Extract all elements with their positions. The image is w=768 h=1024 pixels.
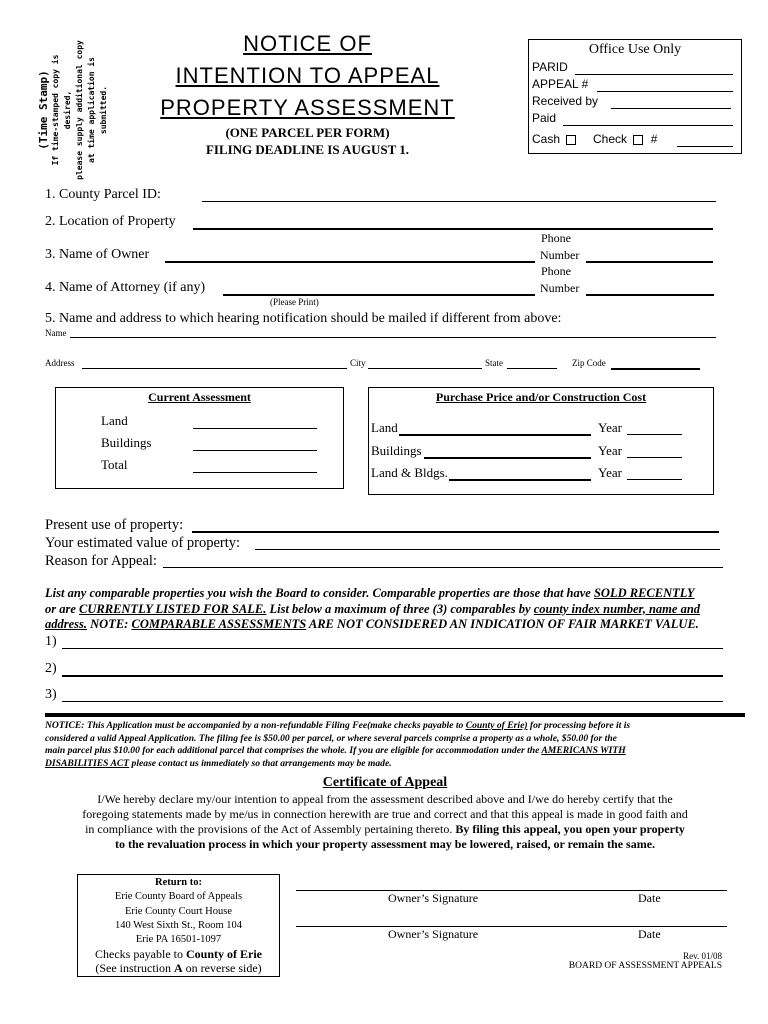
office-received-label: Received by — [532, 94, 599, 108]
estimated-value-field[interactable] — [255, 535, 720, 550]
revision-label: Rev. 01/08 — [683, 951, 722, 961]
return-line-5 — [78, 947, 279, 962]
owner-phone-field[interactable] — [586, 247, 713, 263]
owner-label: 3. Name of Owner — [45, 247, 150, 262]
state-label: State — [485, 358, 503, 368]
parcel-id-label: 1. County Parcel ID: — [45, 187, 161, 202]
title-line-2: INTENTION TO APPEAL — [175, 63, 440, 88]
return-line-6 — [78, 961, 279, 976]
comp-text-1: List any comparable properties you wish the Board to consider. Comparable properties are those that have — [45, 586, 594, 600]
purchase-buildings-field[interactable] — [424, 443, 591, 459]
purchase-buildings-year-label: Year — [598, 443, 622, 458]
present-use-label: Present use of property: — [45, 517, 184, 533]
check-checkbox[interactable] — [633, 135, 643, 145]
purchase-land-field[interactable] — [399, 420, 591, 436]
office-check-label: Check — [593, 132, 628, 146]
owner-signature-label-1: Owner’s Signature — [388, 891, 479, 905]
filing-fee-notice — [45, 720, 745, 770]
board-label: BOARD OF ASSESSMENT APPEALS — [568, 961, 722, 971]
purchase-landbldgs-year-field[interactable] — [627, 465, 682, 480]
date-label-1: Date — [638, 891, 661, 905]
current-assessment-box — [55, 387, 344, 489]
notice-line-1: NOTICE: This Application must be accompanied by a non-refundable Filing Fee(make checks payable to — [45, 720, 466, 731]
office-use-box — [528, 39, 742, 154]
purchase-price-title: Purchase Price and/or Construction Cost — [435, 390, 647, 404]
office-use-title: Office Use Only — [588, 42, 682, 57]
purchase-landbldgs-year-label: Year — [598, 465, 622, 480]
notify-state-field[interactable] — [507, 354, 557, 369]
return-county-of-erie: County of Erie — [185, 947, 262, 961]
location-field[interactable] — [193, 214, 713, 230]
time-stamp-line1: If time-stamped copy is desired, — [51, 54, 72, 166]
return-see-instruction: (See instruction — [95, 961, 174, 975]
attorney-number-label: Number — [540, 281, 580, 295]
present-use-field[interactable] — [192, 517, 719, 533]
name-label: Name — [45, 328, 67, 338]
notice-ada: AMERICANS WITH — [541, 745, 626, 756]
certificate-line-3: in compliance with the provisions of the Act of Assembly pertaining thereto. — [85, 822, 456, 836]
subtitle-one-parcel: (ONE PARCEL PER FORM) — [225, 125, 390, 140]
certificate-line-3-bold: By filing this appeal, you open your property — [455, 822, 685, 836]
notice-line-4: please contact us immediately so that arrangements may be made. — [129, 757, 392, 769]
attorney-field[interactable] — [223, 280, 535, 296]
subtitle-deadline: FILING DEADLINE IS AUGUST 1. — [205, 142, 410, 157]
notify-city-field[interactable] — [368, 354, 482, 369]
comparable-1-field[interactable] — [62, 634, 723, 649]
purchase-buildings-label: Buildings — [371, 443, 422, 458]
time-stamp-line2: please supply additional copy — [75, 40, 84, 180]
purchase-price-box — [368, 387, 714, 495]
purchase-land-label: Land — [371, 420, 398, 435]
signature-line-1[interactable] — [296, 890, 727, 891]
notification-label: 5. Name and address to which hearing notification should be mailed if different from above: — [45, 311, 562, 326]
section-divider — [45, 713, 745, 717]
purchase-buildings-year-field[interactable] — [627, 443, 682, 458]
signature-line-2[interactable] — [296, 926, 727, 927]
current-land-label: Land — [101, 413, 128, 428]
comp-sold-recently: SOLD RECENTLY — [593, 586, 695, 600]
notice-disabilities-act: DISABILITIES ACT — [45, 757, 130, 769]
office-paid-field[interactable] — [563, 111, 733, 126]
owner-phone-label: Phone — [541, 231, 571, 245]
please-print-note: (Please Print) — [270, 297, 319, 307]
time-stamp-title: (Time Stamp) — [37, 70, 50, 150]
owner-number-label: Number — [540, 248, 580, 262]
office-parid-label: PARID — [532, 60, 568, 74]
notify-zip-field[interactable] — [611, 354, 700, 370]
return-to-box — [77, 874, 280, 977]
current-assessment-title: Current Assessment — [148, 390, 251, 404]
office-parid-field[interactable] — [575, 60, 733, 75]
purchase-land-year-label: Year — [598, 420, 622, 435]
parcel-id-field[interactable] — [202, 187, 716, 202]
attorney-phone-field[interactable] — [586, 280, 714, 296]
current-buildings-label: Buildings — [101, 435, 152, 450]
owner-signature-label-2: Owner’s Signature — [388, 927, 479, 941]
purchase-landbldgs-label: Land & Bldgs. — [371, 465, 448, 480]
office-appeal-field[interactable] — [597, 77, 733, 92]
return-reverse-side: on reverse side) — [182, 961, 262, 975]
office-paid-label: Paid — [532, 111, 557, 125]
purchase-landbldgs-field[interactable] — [449, 465, 591, 481]
comp-text-4: ARE NOT CONSIDERED AN INDICATION OF FAIR MARKET VALUE. — [306, 617, 699, 631]
office-received-field[interactable] — [611, 94, 731, 109]
return-line-4: Erie PA 16501-1097 — [135, 934, 222, 945]
certificate-text — [35, 792, 735, 852]
office-appeal-label: APPEAL # — [532, 77, 589, 91]
office-check-number-field[interactable] — [677, 132, 733, 147]
current-buildings-field[interactable] — [193, 436, 317, 451]
cash-checkbox[interactable] — [566, 135, 576, 145]
notice-line-1b: for processing before it is — [527, 720, 631, 731]
estimated-value-label: Your estimated value of property: — [45, 535, 241, 551]
attorney-phone-label: Phone — [541, 264, 571, 278]
zip-label: Zip Code — [572, 358, 606, 368]
notify-address-field[interactable] — [82, 354, 347, 369]
certificate-line-1: I/We hereby declare my/our intention to appeal from the assessment described above and I/we do hereby certify that the — [97, 792, 673, 806]
return-line-1: Erie County Board of Appeals — [114, 891, 243, 902]
certificate-line-4: to the revaluation process in which your property assessment may be lowered, raised, or remain the same. — [114, 837, 656, 851]
reason-label: Reason for Appeal: — [45, 553, 157, 569]
purchase-land-year-field[interactable] — [627, 420, 682, 435]
form-title — [140, 28, 475, 124]
comparable-3-label: 3) — [45, 687, 57, 702]
office-hash-label: # — [650, 132, 658, 146]
certificate-line-2: foregoing statements made by me/us in connection herewith are true and correct and that this appeal is made in good faith and — [82, 807, 688, 821]
title-line-1: NOTICE OF — [243, 31, 372, 56]
notice-line-3: main parcel plus $10.00 for each additional parcel that comprises the whole. If you are eligible for accommodation under the — [45, 745, 542, 756]
notice-line-2: considered a valid Appeal Application. The filing fee is $50.00 per parcel, or where several parcels comprise a property as a whole, $50.00 for the — [45, 732, 617, 744]
attorney-label: 4. Name of Attorney (if any) — [45, 280, 206, 295]
notify-name-field[interactable] — [70, 323, 716, 338]
comp-index-number: county index number, name and — [533, 601, 701, 616]
comp-note: NOTE: — [87, 617, 132, 631]
time-stamp-line3: at time application is submitted. — [87, 57, 108, 163]
return-instruction-a: A — [174, 961, 183, 975]
location-label: 2. Location of Property — [45, 214, 176, 229]
date-label-2: Date — [638, 927, 661, 941]
comp-assessments: COMPARABLE ASSESSMENTS — [131, 617, 307, 631]
reason-field[interactable] — [163, 553, 723, 568]
office-cash-label: Cash — [532, 132, 561, 146]
current-total-field[interactable] — [193, 458, 317, 473]
time-stamp-area — [38, 35, 108, 185]
return-title: Return to: — [155, 877, 202, 888]
certificate-title: Certificate of Appeal — [322, 775, 448, 790]
current-land-field[interactable] — [193, 414, 317, 429]
address-label: Address — [45, 358, 75, 368]
return-line-2: Erie County Court House — [124, 906, 233, 917]
notice-county-of-erie: County of Erie) — [465, 720, 528, 731]
comparable-2-field[interactable] — [62, 661, 723, 677]
comp-text-2: or are — [45, 601, 80, 616]
comp-address: address. — [45, 617, 88, 631]
comp-text-3: List below a maximum of three (3) comparables by — [266, 601, 534, 616]
comp-listed-for-sale: CURRENTLY LISTED FOR SALE. — [79, 601, 267, 616]
title-line-3: PROPERTY ASSESSMENT — [160, 95, 455, 120]
comparable-1-label: 1) — [45, 634, 57, 649]
city-label: City — [350, 358, 366, 368]
owner-field[interactable] — [165, 247, 535, 263]
return-line-3: 140 West Sixth St., Room 104 — [114, 920, 243, 931]
comparables-instructions — [45, 586, 735, 633]
comparable-3-field[interactable] — [62, 687, 723, 702]
return-checks-payable: Checks payable to — [95, 947, 186, 961]
comparable-2-label: 2) — [45, 661, 57, 676]
current-total-label: Total — [101, 457, 128, 472]
